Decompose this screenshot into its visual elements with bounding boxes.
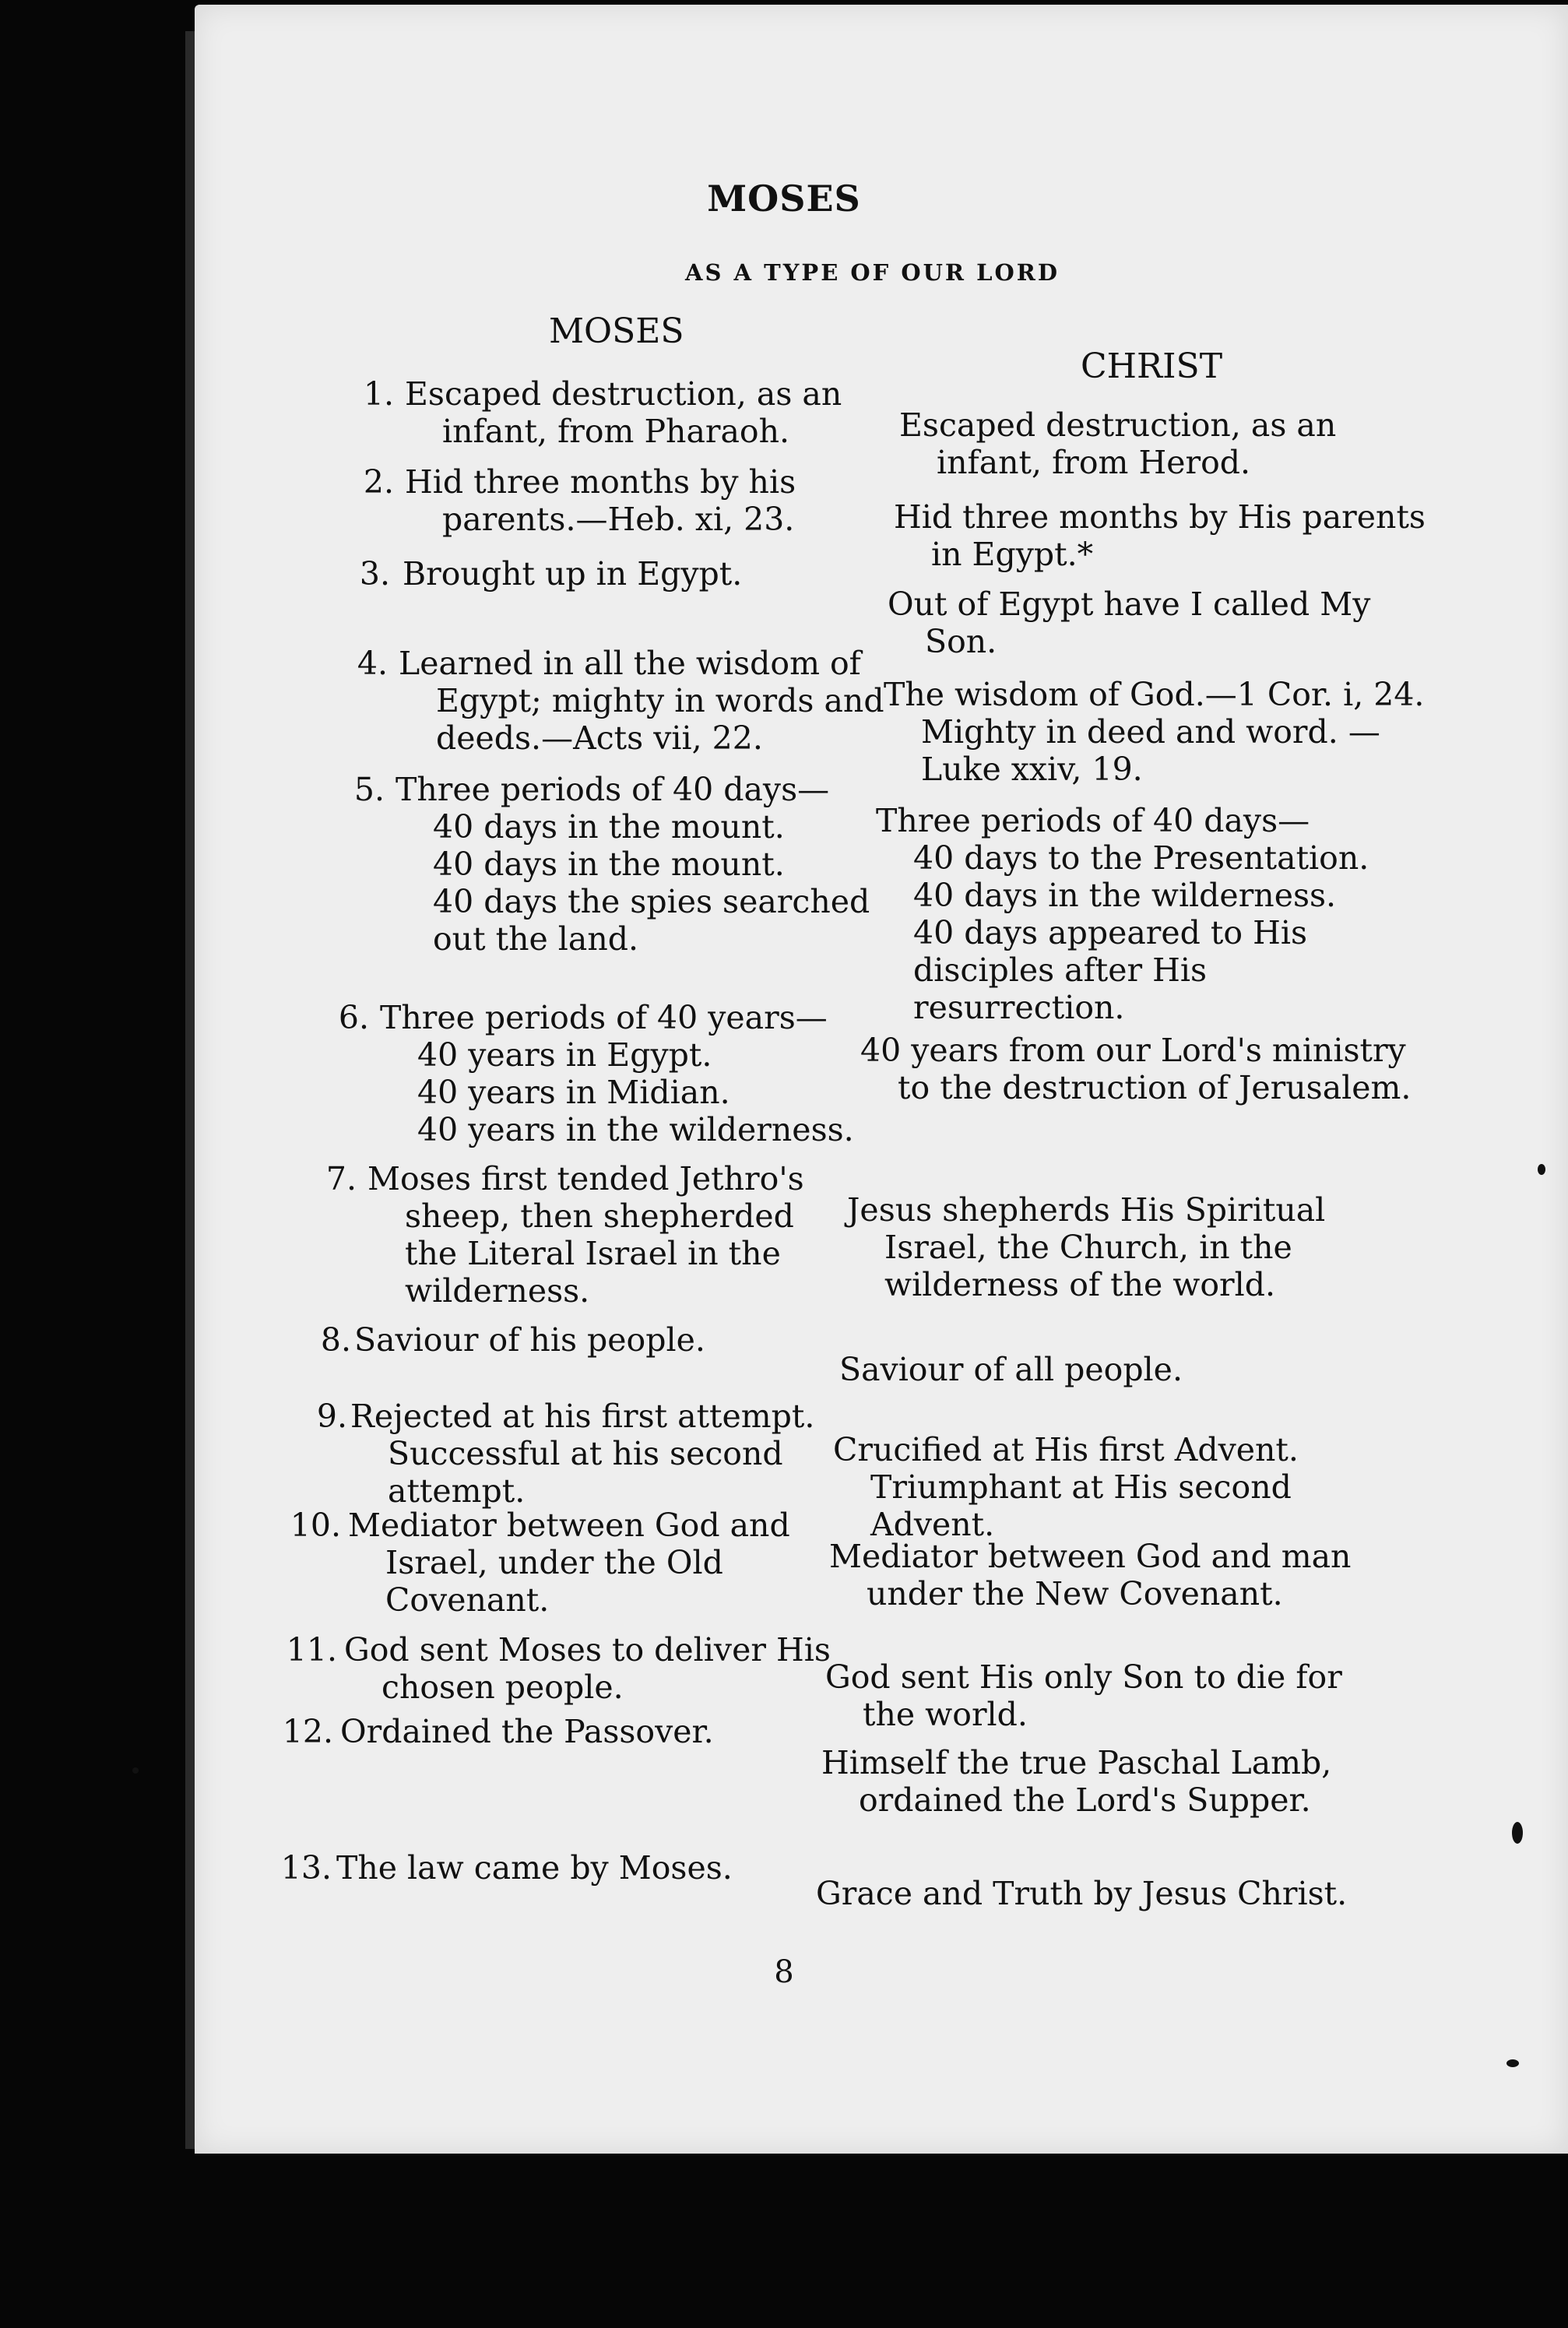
christ-text: God sent His only Son to die for the world. <box>825 1658 1342 1733</box>
moses-text: Escaped destruction, as an infant, from Pharaoh. <box>405 375 842 450</box>
christ-text: The wisdom of God.—1 Cor. i, 24. Mighty in deed and word. —Luke xxiv, 19. <box>884 676 1425 788</box>
scan-speck <box>1512 1822 1523 1844</box>
page-title: MOSES <box>707 178 861 220</box>
moses-text: Mediator between God and Israel, under the Old Covenant. <box>348 1507 790 1619</box>
column-heading-moses: MOSES <box>549 311 684 351</box>
christ-text: Hid three months by His parents in Egypt.* <box>894 498 1426 573</box>
christ-text: Himself the true Paschal Lamb, ordained the Lord's Supper. <box>821 1744 1332 1819</box>
moses-text: Three periods of 40 days— 40 days in the mount. 40 days in the mount. 40 days the spies searched out the land. <box>396 771 870 958</box>
moses-text: The law came by Moses. <box>336 1849 733 1887</box>
moses-text: Moses first tended Jethro's sheep, then shepherded the Literal Israel in the wilderness. <box>367 1160 804 1310</box>
moses-text: Rejected at his first attempt. Successful at his second attempt. <box>350 1398 815 1510</box>
item-number: 7. <box>325 1160 357 1197</box>
christ-text: Crucified at His first Advent. Triumphant at His second Advent. <box>833 1431 1299 1543</box>
item-number: 5. <box>353 771 385 808</box>
item-number: 13. <box>280 1849 332 1887</box>
item-number: 10. <box>290 1507 341 1544</box>
column-heading-christ: CHRIST <box>1081 346 1223 386</box>
moses-text: Hid three months by his parents.—Heb. xi, 23. <box>405 463 796 538</box>
moses-text: Ordained the Passover. <box>340 1713 714 1750</box>
moses-text: Brought up in Egypt. <box>403 555 743 593</box>
item-number: 3. <box>359 555 390 593</box>
item-number: 4. <box>357 645 388 682</box>
moses-text: Learned in all the wisdom of Egypt; mighty in words and deeds.—Acts vii, 22. <box>399 645 884 757</box>
christ-text: Escaped destruction, as an infant, from Herod. <box>899 406 1337 481</box>
moses-text: God sent Moses to deliver His chosen people. <box>344 1631 831 1706</box>
item-number: 2. <box>363 463 394 501</box>
item-number: 8. <box>320 1321 351 1359</box>
scan-speck <box>1506 2059 1519 2067</box>
item-number: 9. <box>316 1398 347 1435</box>
scan-speck <box>1538 1164 1545 1175</box>
item-number: 12. <box>282 1713 333 1750</box>
christ-text: Three periods of 40 days— 40 days to the Presentation. 40 days in the wilderness. 40 days appeared to His disciples after His resurrection. <box>876 802 1369 1026</box>
christ-text: Saviour of all people. <box>839 1351 1183 1388</box>
item-number: 6. <box>338 999 369 1036</box>
item-number: 11. <box>286 1631 337 1669</box>
page-subtitle: AS A TYPE OF OUR LORD <box>685 259 1060 286</box>
christ-text: Jesus shepherds His Spiritual Israel, the Church, in the wilderness of the world. <box>847 1191 1326 1303</box>
page-number: 8 <box>774 1954 794 1990</box>
page-edge <box>185 31 195 2149</box>
moses-text: Three periods of 40 years— 40 years in Egypt. 40 years in Midian. 40 years in the wilderness. <box>380 999 854 1148</box>
christ-text: 40 years from our Lord's ministry to the destruction of Jerusalem. <box>860 1032 1412 1106</box>
christ-text: Mediator between God and man under the New Covenant. <box>829 1538 1352 1612</box>
christ-text: Out of Egypt have I called My Son. <box>888 586 1371 660</box>
item-number: 1. <box>363 375 394 413</box>
moses-text: Saviour of his people. <box>354 1321 705 1359</box>
scan-speck <box>132 1767 139 1774</box>
christ-text: Grace and Truth by Jesus Christ. <box>816 1875 1348 1912</box>
